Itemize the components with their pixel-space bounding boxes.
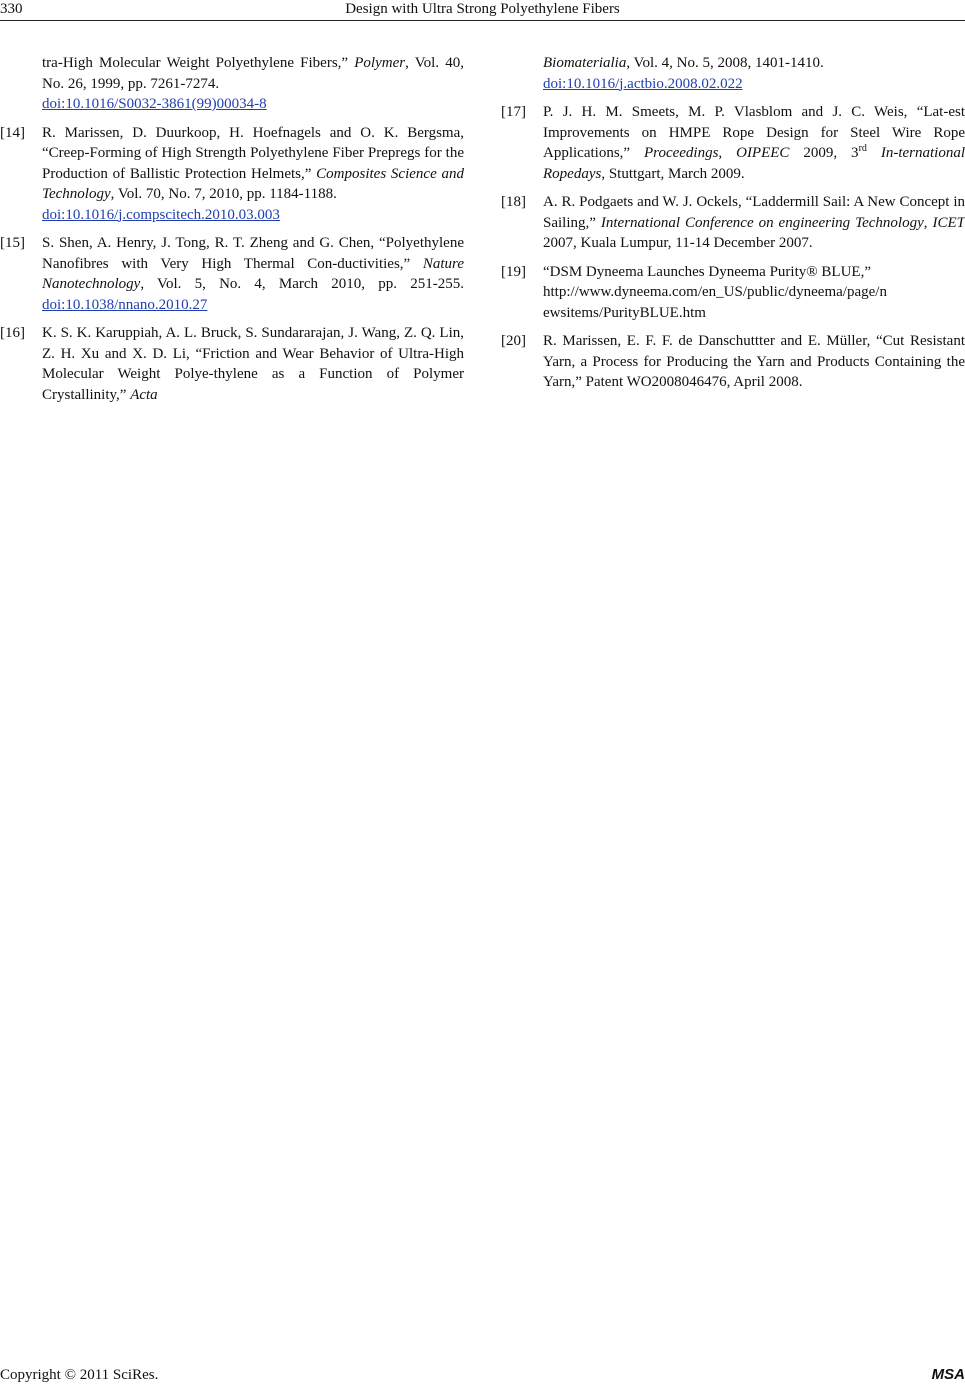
ref-text: R. Marissen, D. Duurkoop, H. Hoefnagels and O. K. Bergsma, “Creep-Forming of High Strength Polyethylene Fiber Prepregs for the Production of Ballistic Protection Helmets,” xyxy=(42,124,464,182)
ref-text: 2009, 3 xyxy=(789,145,859,161)
right-column xyxy=(501,53,965,401)
ref-text: tra-High Molecular Weight Polyethylene Fibers,” xyxy=(42,55,355,71)
header-rule xyxy=(0,20,965,21)
ref-text: , Vol. 4, No. 5, 2008, 1401-1410. xyxy=(626,55,824,71)
journal-abbrev: MSA xyxy=(931,1366,965,1383)
reference-13-continuation xyxy=(42,53,464,115)
ref-text: , Vol. 70, No. 7, 2010, pp. 1184-1188. xyxy=(110,186,337,202)
ref-text: , Vol. 5, No. 4, March 2010, pp. 251-255. xyxy=(140,276,464,292)
reference-20 xyxy=(501,331,965,393)
ref-number: [15] xyxy=(0,235,25,251)
ref-text: P. J. H. M. Smeets, M. P. Vlasblom and J. C. Weis, “Lat-est Improvements on HMPE Rope Design for Steel Wire Rope Applications,” xyxy=(543,104,965,161)
reference-19 xyxy=(501,262,965,324)
ref-text: S. Shen, A. Henry, J. Tong, R. T. Zheng and G. Chen, “Polyethylene Nanofibres with Very High Thermal Con-ductivities,” xyxy=(42,235,464,272)
left-column xyxy=(0,53,464,413)
ref-number: [19] xyxy=(501,263,526,280)
ref-journal: Nature Nanotechnology xyxy=(42,255,464,292)
ref-journal: Acta xyxy=(130,386,158,403)
reference-14 xyxy=(0,123,464,226)
ref-venue: In-ternational Ropedays xyxy=(543,145,965,182)
ref-text: , xyxy=(923,214,933,231)
ref-venue: ICET xyxy=(932,214,965,231)
ref-text: R. Marissen, E. F. F. de Danschuttter and E. Müller, “Cut Resistant Yarn, a Process for Producing the Yarn and Products Containing the Yarn,” Patent WO2008046476, April 2008. xyxy=(543,333,965,390)
ref-journal: Composites Science and Technology xyxy=(42,165,464,202)
copyright-notice: Copyright © 2011 SciRes. xyxy=(0,1367,159,1383)
ref-text: , xyxy=(718,145,737,161)
ref-text: , Stuttgart, March 2009. xyxy=(601,165,745,182)
ref-number: [16] xyxy=(0,325,25,341)
reference-17 xyxy=(501,102,965,184)
ref-text: K. S. K. Karuppiah, A. L. Bruck, S. Sundararajan, J. Wang, Z. Q. Lin, Z. H. Xu and X. D. Li, “Friction and Wear Behavior of Ultra-High Molecular Weight Polye-thylene as a Function of Polymer Crystallinity,” xyxy=(42,325,464,403)
doi-link[interactable]: doi:10.1038/nnano.2010.27 xyxy=(42,296,208,313)
reference-16-continuation xyxy=(543,53,965,94)
ref-journal: Biomaterialia xyxy=(543,55,627,71)
doi-link[interactable]: doi:10.1016/S0032-3861(99)00034-8 xyxy=(42,96,267,112)
ref-number: [20] xyxy=(501,333,526,349)
ref-venue: Proceedings xyxy=(644,145,719,161)
ref-text: A. R. Podgaets and W. J. Ockels, “Laddermill Sail: A New Concept in Sailing,” xyxy=(543,194,965,231)
running-title: Design with Ultra Strong Polyethylene Fibers xyxy=(345,1,620,17)
reference-18 xyxy=(501,192,965,254)
ref-venue: OIPEEC xyxy=(736,145,790,161)
ref-journal: Polymer xyxy=(354,55,406,71)
ref-text: 2007, Kuala Lumpur, 11-14 December 2007. xyxy=(543,235,813,251)
page-number: 330 xyxy=(0,1,23,17)
ref-number: [14] xyxy=(0,124,25,141)
reference-16 xyxy=(0,323,464,405)
ordinal-suffix: rd xyxy=(858,143,867,154)
ref-text: “DSM Dyneema Launches Dyneema Purity® BLUE,” http://www.dyneema.com/en_US/public/dyneema/page/n ewsitems/PurityBLUE.htm xyxy=(543,263,887,321)
ref-venue: International Conference on engineering Technology xyxy=(600,214,924,231)
doi-link[interactable]: doi:10.1016/j.compscitech.2010.03.003 xyxy=(42,206,280,223)
ref-text: , Vol. 40, No. 26, 1999, pp. 7261-7274. xyxy=(42,55,464,92)
ref-number: [17] xyxy=(501,104,526,120)
doi-link[interactable]: doi:10.1016/j.actbio.2008.02.022 xyxy=(543,75,743,92)
reference-15 xyxy=(0,233,464,315)
ref-number: [18] xyxy=(501,194,526,210)
